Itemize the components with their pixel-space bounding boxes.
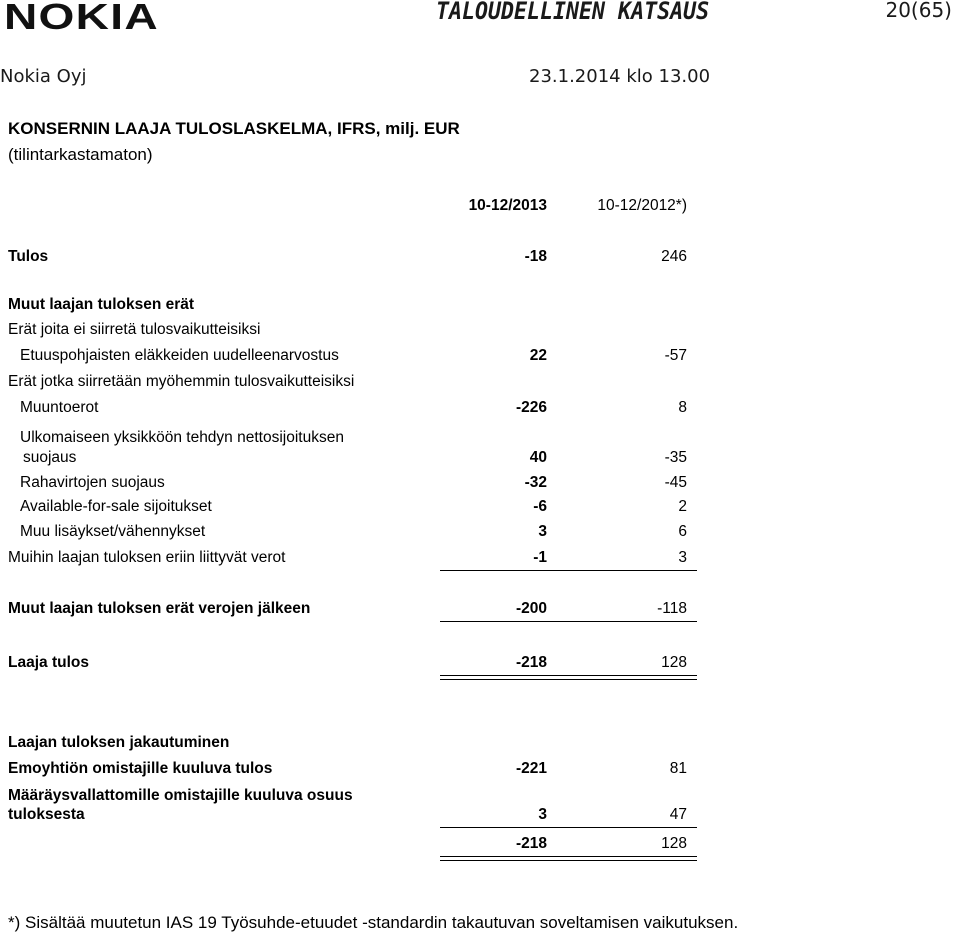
row-label: Emoyhtiön omistajille kuuluva tulos bbox=[8, 760, 273, 777]
row-label: Määräysvallattomille omistajille kuuluva osuus bbox=[8, 787, 353, 804]
table-row bbox=[0, 654, 700, 676]
table-row bbox=[0, 549, 700, 571]
value-2012: 47 bbox=[669, 806, 687, 823]
footnote: *) Sisältää muutetun IAS 19 Työsuhde-etuudet -standardin takautuvan soveltamisen vaikutuksen. bbox=[8, 913, 739, 932]
value-2013: -218 bbox=[515, 835, 547, 852]
column-headers bbox=[0, 197, 700, 219]
table-row bbox=[0, 498, 700, 520]
statement-subtitle: (tilintarkastamaton) bbox=[8, 145, 153, 164]
row-label: Etuuspohjaisten eläkkeiden uudelleenarvostus bbox=[20, 347, 339, 364]
value-2013: 40 bbox=[529, 449, 547, 466]
row-label: Erät jotka siirretään myöhemmin tulosvaikutteisiksi bbox=[8, 373, 355, 390]
total-rule-lower bbox=[440, 679, 697, 680]
row-label: suojaus bbox=[23, 449, 77, 466]
table-row bbox=[0, 806, 700, 828]
column-header-2012: 10-12/2012*) bbox=[597, 197, 687, 214]
row-label: Muut laajan tuloksen erät verojen jälkeen bbox=[8, 600, 311, 617]
value-2012: -57 bbox=[664, 347, 687, 364]
row-label: Laajan tuloksen jakautuminen bbox=[8, 734, 230, 751]
value-2012: -45 bbox=[664, 474, 687, 491]
value-2013: 3 bbox=[538, 523, 547, 540]
value-2012: 2 bbox=[678, 498, 687, 515]
value-2013: -6 bbox=[533, 498, 547, 515]
value-2013: 22 bbox=[529, 347, 547, 364]
table-row bbox=[0, 429, 700, 451]
value-2012: 3 bbox=[678, 549, 687, 566]
value-2013: -226 bbox=[515, 399, 547, 416]
table-row bbox=[0, 449, 700, 471]
table-row bbox=[0, 248, 700, 270]
subtotal-rule bbox=[440, 827, 697, 828]
row-label: Ulkomaiseen yksikköön tehdyn nettosijoituksen bbox=[20, 429, 344, 446]
total-rule-upper bbox=[440, 856, 697, 857]
total-rule-lower bbox=[440, 860, 697, 861]
total-rule-upper bbox=[440, 675, 697, 676]
column-header-2013: 10-12/2013 bbox=[468, 197, 547, 214]
statement-title: KONSERNIN LAAJA TULOSLASKELMA, IFRS, milj. EUR bbox=[8, 119, 460, 138]
report-title: TALOUDELLINEN KATSAUS bbox=[436, 0, 710, 25]
row-label: Muuntoerot bbox=[20, 399, 99, 416]
value-2013: -18 bbox=[524, 248, 547, 265]
subtotal-rule bbox=[440, 570, 697, 571]
table-row bbox=[0, 474, 700, 496]
value-2013: -200 bbox=[515, 600, 547, 617]
value-2012: 6 bbox=[678, 523, 687, 540]
value-2013: 3 bbox=[538, 806, 547, 823]
value-2012: 128 bbox=[661, 654, 687, 671]
section-heading bbox=[0, 296, 700, 318]
value-2013: -32 bbox=[524, 474, 547, 491]
value-2012: -35 bbox=[664, 449, 687, 466]
value-2012: 81 bbox=[669, 760, 687, 777]
table-row bbox=[0, 347, 700, 369]
value-2012: 8 bbox=[678, 399, 687, 416]
section-heading bbox=[0, 734, 700, 756]
value-2013: -1 bbox=[533, 549, 547, 566]
row-label: tuloksesta bbox=[8, 806, 85, 823]
table-row bbox=[0, 835, 700, 857]
row-label: Available-for-sale sijoitukset bbox=[20, 498, 212, 515]
table-row bbox=[0, 523, 700, 545]
table-row bbox=[0, 600, 700, 622]
row-label: Erät joita ei siirretä tulosvaikutteisiksi bbox=[8, 321, 261, 338]
row-label: Laaja tulos bbox=[8, 654, 89, 671]
value-2012: 246 bbox=[661, 248, 687, 265]
row-label: Muihin laajan tuloksen eriin liittyvät verot bbox=[8, 549, 286, 566]
row-label: Muu lisäykset/vähennykset bbox=[20, 523, 206, 540]
table-row bbox=[0, 760, 700, 782]
table-row bbox=[0, 399, 700, 421]
subsection-heading bbox=[0, 321, 700, 343]
row-label: Rahavirtojen suojaus bbox=[20, 474, 165, 491]
row-label: Muut laajan tuloksen erät bbox=[8, 296, 195, 313]
value-2013: -221 bbox=[515, 760, 547, 777]
page-number: 20(65) bbox=[885, 0, 952, 22]
company-name: Nokia Oyj bbox=[0, 66, 87, 87]
value-2013: -218 bbox=[515, 654, 547, 671]
report-date: 23.1.2014 klo 13.00 bbox=[529, 66, 711, 87]
value-2012: 128 bbox=[661, 835, 687, 852]
value-2012: -118 bbox=[657, 600, 687, 617]
row-label: Tulos bbox=[8, 248, 49, 265]
nokia-logo: NOKIA bbox=[4, 0, 159, 37]
subtotal-rule bbox=[440, 621, 697, 622]
subsection-heading bbox=[0, 373, 700, 395]
